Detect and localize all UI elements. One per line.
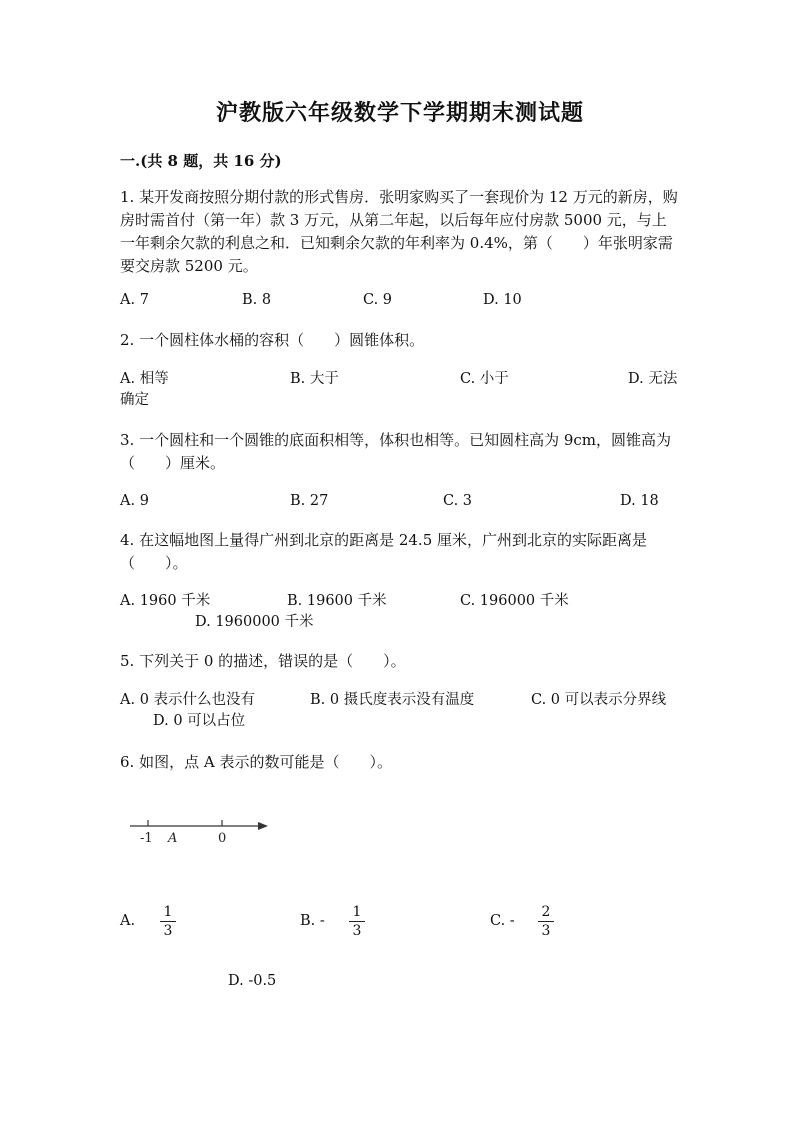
question-3-option-a[interactable]: A. 9 [120,493,149,509]
question-4-option-a[interactable]: A. 1960 千米 [120,593,211,609]
section-heading: 一.(共 8 题，共 16 分) [120,152,282,170]
question-2-stem: 2. 一个圆柱体水桶的容积（ ）圆锥体积。 [120,331,425,349]
question-2-option-b[interactable]: B. 大于 [290,371,339,387]
question-3-option-c[interactable]: C. 3 [443,493,473,509]
question-6-option-b[interactable]: B. - [300,913,325,929]
page-title: 沪教版六年级数学下学期期末测试题 [215,100,584,126]
question-1-option-c[interactable]: C. 9 [363,292,393,308]
number-line-figure [126,812,276,852]
question-3-option-b[interactable]: B. 27 [290,493,329,509]
question-6-option-c[interactable]: C. - [490,913,515,929]
fraction-denominator: 3 [541,923,551,939]
number-line-label-a: A [168,831,178,846]
fraction-numerator: 2 [541,904,551,920]
number-line-label-zero: 0 [218,831,227,846]
question-5-option-d[interactable]: D. 0 可以占位 [153,713,246,729]
question-6-stem: 6. 如图，点 A 表示的数可能是（ ）。 [120,753,392,771]
number-line-label-minus-one: -1 [140,831,153,846]
question-6-option-a[interactable]: A. [120,913,136,929]
question-5-option-b[interactable]: B. 0 摄氏度表示没有温度 [310,692,475,708]
fraction-denominator: 3 [163,923,173,939]
question-4-option-b[interactable]: B. 19600 千米 [287,593,387,609]
question-6-option-a-fraction [160,904,176,939]
fraction-numerator: 1 [352,904,362,920]
question-1-stem: 1. 某开发商按照分期付款的形式售房．张明家购买了一套现价为 12 万元的新房，购房时需首付（第一年）款 3 万元，从第二年起，以后每年应付房款 5000 元，与上一年剩余欠款的利息之和．已知剩余欠款的年利率为 0.4%，第（ ）年张明家需要交房款 5200 元。 [120,188,678,275]
question-3-option-d[interactable]: D. 18 [620,493,659,509]
question-2-option-d[interactable]: D. 无法 [628,371,678,387]
question-6-option-d[interactable]: D. -0.5 [228,973,277,989]
question-5-option-a[interactable]: A. 0 表示什么也没有 [120,692,256,708]
question-1-option-a[interactable]: A. 7 [120,292,149,308]
fraction-numerator: 1 [163,904,173,920]
question-5-option-c[interactable]: C. 0 可以表示分界线 [531,692,667,708]
question-4-option-c[interactable]: C. 196000 千米 [460,593,569,609]
question-5-stem: 5. 下列关于 0 的描述，错误的是（ ）。 [120,652,406,670]
question-1-option-b[interactable]: B. 8 [242,292,272,308]
question-4-option-d[interactable]: D. 1960000 千米 [195,614,314,630]
fraction-bar [538,921,554,922]
question-1-option-d[interactable]: D. 10 [483,292,522,308]
question-2-option-c[interactable]: C. 小于 [460,371,509,387]
fraction-bar [349,921,365,922]
question-4-stem: 4. 在这幅地图上量得广州到北京的距离是 24.5 厘米，广州到北京的实际距离是（ ）。 [120,531,648,572]
fraction-bar [160,921,176,922]
fraction-denominator: 3 [352,923,362,939]
question-2-option-a[interactable]: A. 相等 [120,371,169,387]
question-3-stem: 3. 一个圆柱和一个圆锥的底面积相等，体积也相等。已知圆柱高为 9cm，圆锥高为（ ）厘米。 [120,431,672,472]
question-6-option-b-fraction [349,904,365,939]
question-6-option-c-fraction [538,904,554,939]
question-2-option-d-continued: 确定 [120,392,149,408]
